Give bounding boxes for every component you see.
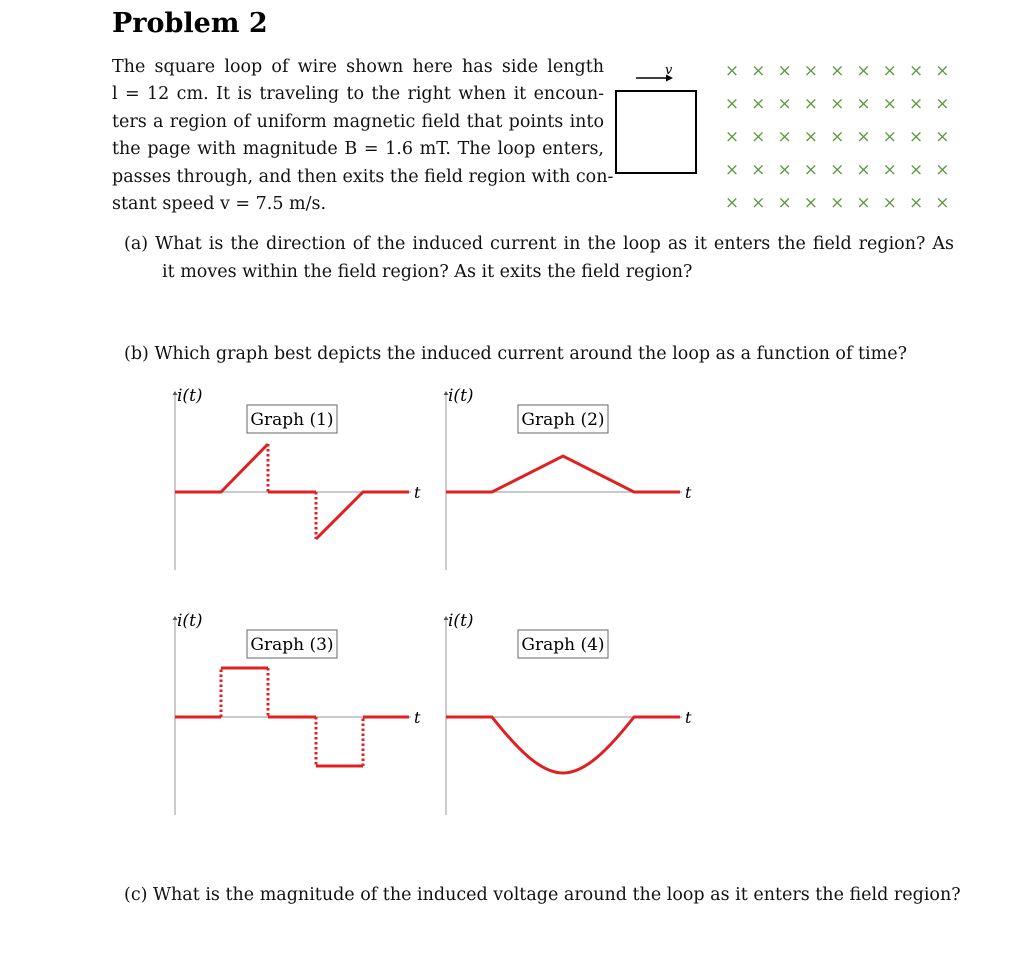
field-cross: ×: [724, 193, 740, 213]
loop-field-figure: [612, 54, 952, 214]
intro-line-1: The square loop of wire shown here has side length: [112, 57, 604, 77]
graph-3-x-label: t: [414, 708, 421, 727]
field-cross: ×: [751, 61, 766, 81]
field-cross: ×: [724, 94, 740, 114]
question-c-label: (c): [124, 885, 148, 905]
field-cross: ×: [777, 160, 792, 180]
question-c-text: What is the magnitude of the induced voltage around the loop as it enters the field region?: [153, 885, 961, 905]
field-cross: ×: [882, 127, 897, 147]
field-cross: ×: [777, 61, 792, 81]
field-cross: ×: [882, 193, 897, 213]
field-cross: ×: [856, 160, 871, 180]
field-cross: ×: [777, 127, 792, 147]
graph-1-label: Graph (1): [250, 410, 334, 430]
magnetic-field-region: [725, 61, 950, 213]
field-cross: ×: [882, 94, 897, 114]
field-cross: ×: [803, 127, 819, 147]
field-cross: ×: [935, 61, 950, 81]
graph-2-curve: [446, 456, 680, 492]
intro-line-5: passes through, and then exits the field region with con-: [112, 166, 614, 187]
graph-4-curve: [446, 717, 680, 773]
field-cross: ×: [882, 61, 897, 81]
intro-line-2: l = 12 cm. It is traveling to the right when it encoun-: [112, 84, 604, 105]
question-a-text-1: What is the direction of the induced current in the loop as it enters the field region? As: [155, 234, 954, 254]
field-cross: ×: [751, 127, 766, 147]
intro-line-6: stant speed v = 7.5 m/s.: [112, 194, 327, 215]
graph-1-y-label: i(t): [177, 386, 203, 406]
field-cross: ×: [908, 127, 924, 147]
field-cross: ×: [908, 193, 924, 213]
field-cross: ×: [777, 94, 792, 114]
field-cross: ×: [830, 94, 845, 114]
graph-3: [173, 611, 422, 815]
field-cross: ×: [830, 61, 845, 81]
graph-2-x-label: t: [685, 483, 692, 502]
field-cross: ×: [724, 127, 740, 147]
field-cross: ×: [882, 160, 897, 180]
field-cross: ×: [908, 61, 924, 81]
field-cross: ×: [856, 193, 871, 213]
question-a-line-1: [124, 231, 954, 259]
question-a-label: (a): [124, 234, 149, 254]
velocity-label: v: [665, 63, 673, 78]
graph-3-label: Graph (3): [250, 635, 334, 655]
graph-1-x-label: t: [414, 483, 421, 502]
question-b: [124, 344, 907, 364]
field-cross: ×: [724, 61, 740, 81]
field-cross: ×: [856, 127, 871, 147]
field-cross: ×: [724, 160, 740, 180]
field-cross: ×: [751, 193, 766, 213]
field-cross: ×: [935, 160, 950, 180]
graph-2: [444, 386, 693, 570]
question-c: [124, 885, 961, 905]
field-cross: ×: [935, 193, 950, 213]
graph-4-x-label: t: [685, 708, 692, 727]
graph-1-curve-rise: [175, 444, 268, 492]
problem-intro: [112, 54, 614, 218]
field-cross: ×: [803, 160, 819, 180]
field-cross: ×: [856, 94, 871, 114]
field-cross: ×: [856, 61, 871, 81]
square-loop: [616, 91, 696, 173]
graph-2-y-label: i(t): [448, 386, 474, 406]
question-b-label: (b): [124, 344, 149, 364]
graphs-figure: [160, 380, 720, 840]
graph-1: [173, 386, 422, 570]
field-cross: ×: [935, 94, 950, 114]
field-cross: ×: [935, 127, 950, 147]
field-cross: ×: [751, 94, 766, 114]
question-b-text: Which graph best depicts the induced current around the loop as a function of time?: [154, 344, 907, 364]
field-cross: ×: [803, 61, 819, 81]
field-cross: ×: [908, 94, 924, 114]
intro-line-4: the page with magnitude B = 1.6 mT. The loop enters,: [112, 139, 604, 160]
field-cross: ×: [830, 127, 845, 147]
field-cross: ×: [777, 193, 792, 213]
question-a: [124, 231, 954, 286]
graph-1-curve-end: [316, 492, 409, 539]
field-cross: ×: [803, 94, 819, 114]
problem-title: Problem 2: [112, 8, 268, 39]
field-cross: ×: [830, 193, 845, 213]
field-cross: ×: [908, 160, 924, 180]
graph-4: [444, 611, 693, 815]
field-cross: ×: [830, 160, 845, 180]
graph-4-y-label: i(t): [448, 611, 474, 631]
graph-2-label: Graph (2): [521, 410, 605, 430]
field-cross: ×: [803, 193, 819, 213]
intro-line-3: ters a region of uniform magnetic field that points into: [112, 111, 604, 132]
question-a-text-2: it moves within the field region? As it exits the field region?: [162, 261, 693, 282]
graph-3-y-label: i(t): [177, 611, 203, 631]
field-cross: ×: [751, 160, 766, 180]
graph-4-label: Graph (4): [521, 635, 605, 655]
